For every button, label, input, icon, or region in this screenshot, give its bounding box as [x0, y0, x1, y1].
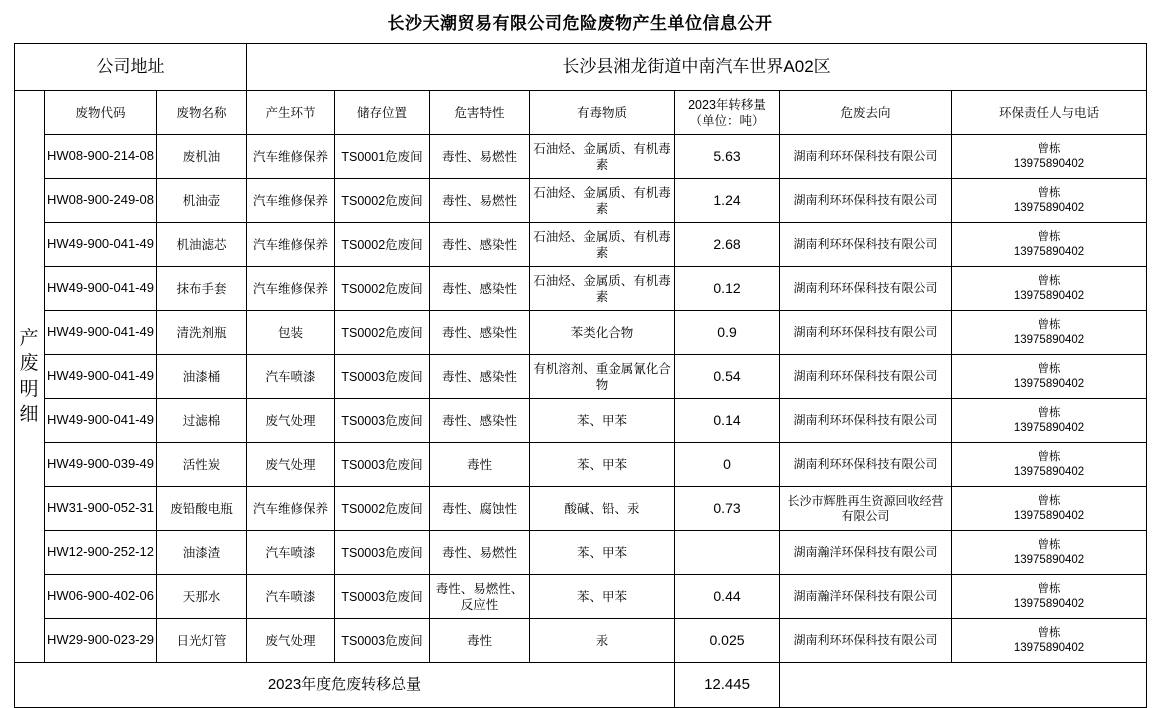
cell-person-name: 曾栋 — [1037, 494, 1061, 507]
cell-amount: 0.025 — [675, 619, 780, 663]
cell-person-phone: 13975890402 — [1013, 421, 1085, 434]
cell-storage: TS0003危废间 — [335, 443, 430, 487]
waste-disclosure-table — [14, 43, 1147, 708]
cell-storage: TS0003危废间 — [335, 575, 430, 619]
cell-hazard: 毒性、腐蚀性 — [430, 487, 530, 531]
cell-person-phone: 13975890402 — [1013, 465, 1085, 478]
cell-person-phone: 13975890402 — [1013, 245, 1085, 258]
cell-name: 清洗剂瓶 — [157, 311, 247, 355]
cell-toxic: 苯、甲苯 — [530, 531, 675, 575]
cell-destination: 长沙市辉胜再生资源回收经营有限公司 — [780, 487, 952, 531]
cell-code: HW49-900-039-49 — [45, 443, 157, 487]
cell-stage: 废气处理 — [247, 443, 335, 487]
cell-toxic: 酸碱、铅、汞 — [530, 487, 675, 531]
side-label-char-1: 产 — [19, 328, 40, 350]
column-header-hazard: 危害特性 — [430, 91, 530, 135]
cell-stage: 包装 — [247, 311, 335, 355]
cell-person — [952, 311, 1147, 355]
cell-code: HW31-900-052-31 — [45, 487, 157, 531]
cell-person — [952, 443, 1147, 487]
cell-stage: 汽车喷漆 — [247, 531, 335, 575]
cell-person-phone: 13975890402 — [1013, 333, 1085, 346]
cell-hazard: 毒性、感染性 — [430, 311, 530, 355]
cell-stage: 汽车维修保养 — [247, 267, 335, 311]
table-header-row — [15, 91, 1147, 135]
cell-person-name: 曾栋 — [1037, 318, 1061, 331]
cell-person-name: 曾栋 — [1037, 582, 1061, 595]
cell-code: HW49-900-041-49 — [45, 399, 157, 443]
table-row — [15, 531, 1147, 575]
cell-person-phone: 13975890402 — [1013, 597, 1085, 610]
table-row — [15, 179, 1147, 223]
cell-amount: 0.44 — [675, 575, 780, 619]
cell-stage: 汽车维修保养 — [247, 487, 335, 531]
cell-hazard: 毒性、感染性 — [430, 223, 530, 267]
cell-person-phone: 13975890402 — [1013, 201, 1085, 214]
cell-amount: 0.14 — [675, 399, 780, 443]
cell-person-name: 曾栋 — [1037, 230, 1061, 243]
cell-storage: TS0003危废间 — [335, 399, 430, 443]
cell-stage: 废气处理 — [247, 399, 335, 443]
cell-amount: 0.12 — [675, 267, 780, 311]
cell-person — [952, 223, 1147, 267]
table-row — [15, 443, 1147, 487]
column-header-stage: 产生环节 — [247, 91, 335, 135]
cell-amount: 0.73 — [675, 487, 780, 531]
table-row — [15, 575, 1147, 619]
cell-person-phone: 13975890402 — [1013, 289, 1085, 302]
cell-code: HW49-900-041-49 — [45, 223, 157, 267]
side-label-char-2: 废 — [19, 353, 40, 375]
cell-person — [952, 575, 1147, 619]
address-label: 公司地址 — [15, 44, 247, 91]
cell-name: 日光灯管 — [157, 619, 247, 663]
cell-hazard: 毒性、易燃性 — [430, 531, 530, 575]
cell-storage: TS0002危废间 — [335, 487, 430, 531]
cell-destination: 湖南利环环保科技有限公司 — [780, 443, 952, 487]
cell-amount: 1.24 — [675, 179, 780, 223]
cell-person — [952, 355, 1147, 399]
cell-storage: TS0002危废间 — [335, 223, 430, 267]
column-header-destination: 危废去向 — [780, 91, 952, 135]
cell-stage: 汽车喷漆 — [247, 575, 335, 619]
total-value: 12.445 — [675, 663, 780, 708]
cell-storage: TS0002危废间 — [335, 267, 430, 311]
cell-name: 过滤棉 — [157, 399, 247, 443]
total-row — [15, 663, 1147, 708]
cell-amount: 0.54 — [675, 355, 780, 399]
cell-code: HW29-900-023-29 — [45, 619, 157, 663]
column-header-name: 废物名称 — [157, 91, 247, 135]
cell-person-phone: 13975890402 — [1013, 157, 1085, 170]
column-header-amount-line2: （单位：吨） — [689, 113, 765, 128]
cell-person-name: 曾栋 — [1037, 142, 1061, 155]
cell-storage: TS0002危废间 — [335, 311, 430, 355]
cell-person-name: 曾栋 — [1037, 274, 1061, 287]
cell-hazard: 毒性、易燃性 — [430, 135, 530, 179]
cell-storage: TS0003危废间 — [335, 355, 430, 399]
cell-amount: 2.68 — [675, 223, 780, 267]
column-header-amount-line1: 2023年转移量 — [688, 97, 766, 112]
cell-name: 油漆桶 — [157, 355, 247, 399]
cell-hazard: 毒性 — [430, 619, 530, 663]
cell-name: 油漆渣 — [157, 531, 247, 575]
cell-hazard: 毒性、感染性 — [430, 355, 530, 399]
cell-destination: 湖南瀚洋环保科技有限公司 — [780, 531, 952, 575]
table-row — [15, 399, 1147, 443]
column-header-person: 环保责任人与电话 — [952, 91, 1147, 135]
cell-person-name: 曾栋 — [1037, 406, 1061, 419]
cell-person — [952, 619, 1147, 663]
cell-person-name: 曾栋 — [1037, 186, 1061, 199]
cell-person-name: 曾栋 — [1037, 538, 1061, 551]
cell-hazard: 毒性 — [430, 443, 530, 487]
cell-person — [952, 399, 1147, 443]
cell-person-name: 曾栋 — [1037, 626, 1061, 639]
address-row — [15, 44, 1147, 91]
cell-code: HW49-900-041-49 — [45, 311, 157, 355]
cell-destination: 湖南利环环保科技有限公司 — [780, 619, 952, 663]
table-row — [15, 355, 1147, 399]
cell-destination: 湖南利环环保科技有限公司 — [780, 179, 952, 223]
cell-person-phone: 13975890402 — [1013, 509, 1085, 522]
side-label — [15, 91, 45, 663]
cell-destination: 湖南瀚洋环保科技有限公司 — [780, 575, 952, 619]
cell-name: 机油壶 — [157, 179, 247, 223]
cell-name: 机油滤芯 — [157, 223, 247, 267]
cell-person-phone: 13975890402 — [1013, 377, 1085, 390]
side-label-char-3: 明 — [19, 378, 40, 400]
cell-destination: 湖南利环环保科技有限公司 — [780, 223, 952, 267]
total-label: 2023年度危废转移总量 — [15, 663, 675, 708]
cell-person-phone: 13975890402 — [1013, 553, 1085, 566]
cell-amount: 0.9 — [675, 311, 780, 355]
column-header-code: 废物代码 — [45, 91, 157, 135]
column-header-toxic: 有毒物质 — [530, 91, 675, 135]
cell-person — [952, 179, 1147, 223]
page-title: 长沙天潮贸易有限公司危险废物产生单位信息公开 — [387, 14, 773, 33]
cell-hazard: 毒性、易燃性、反应性 — [430, 575, 530, 619]
cell-person — [952, 487, 1147, 531]
cell-amount — [675, 531, 780, 575]
cell-name: 废机油 — [157, 135, 247, 179]
cell-destination: 湖南利环环保科技有限公司 — [780, 267, 952, 311]
cell-person — [952, 135, 1147, 179]
column-header-amount — [675, 91, 780, 135]
cell-name: 天那水 — [157, 575, 247, 619]
cell-toxic: 苯、甲苯 — [530, 575, 675, 619]
cell-stage: 废气处理 — [247, 619, 335, 663]
cell-hazard: 毒性、感染性 — [430, 399, 530, 443]
cell-toxic: 苯、甲苯 — [530, 443, 675, 487]
cell-storage: TS0001危废间 — [335, 135, 430, 179]
cell-destination: 湖南利环环保科技有限公司 — [780, 135, 952, 179]
cell-storage: TS0003危废间 — [335, 531, 430, 575]
cell-code: HW49-900-041-49 — [45, 267, 157, 311]
cell-storage: TS0003危废间 — [335, 619, 430, 663]
cell-toxic: 苯、甲苯 — [530, 399, 675, 443]
address-value: 长沙县湘龙街道中南汽车世界A02区 — [247, 44, 1147, 91]
table-row — [15, 487, 1147, 531]
cell-person-name: 曾栋 — [1037, 362, 1061, 375]
cell-toxic: 石油烃、金属质、有机毒素 — [530, 135, 675, 179]
cell-code: HW08-900-249-08 — [45, 179, 157, 223]
cell-destination: 湖南利环环保科技有限公司 — [780, 355, 952, 399]
cell-person — [952, 531, 1147, 575]
cell-toxic: 石油烃、金属质、有机毒素 — [530, 179, 675, 223]
cell-person-phone: 13975890402 — [1013, 641, 1085, 654]
cell-hazard: 毒性、感染性 — [430, 267, 530, 311]
cell-destination: 湖南利环环保科技有限公司 — [780, 311, 952, 355]
cell-toxic: 石油烃、金属质、有机毒素 — [530, 267, 675, 311]
cell-code: HW12-900-252-12 — [45, 531, 157, 575]
cell-name: 抹布手套 — [157, 267, 247, 311]
cell-toxic: 汞 — [530, 619, 675, 663]
side-label-char-4: 细 — [19, 403, 40, 425]
cell-person-name: 曾栋 — [1037, 450, 1061, 463]
cell-storage: TS0002危废间 — [335, 179, 430, 223]
cell-code: HW49-900-041-49 — [45, 355, 157, 399]
table-row — [15, 135, 1147, 179]
cell-stage: 汽车维修保养 — [247, 135, 335, 179]
cell-toxic: 石油烃、金属质、有机毒素 — [530, 223, 675, 267]
cell-amount: 5.63 — [675, 135, 780, 179]
table-row — [15, 267, 1147, 311]
cell-amount: 0 — [675, 443, 780, 487]
cell-destination: 湖南利环环保科技有限公司 — [780, 399, 952, 443]
table-row — [15, 619, 1147, 663]
cell-person — [952, 267, 1147, 311]
table-row — [15, 223, 1147, 267]
cell-name: 活性炭 — [157, 443, 247, 487]
cell-code: HW06-900-402-06 — [45, 575, 157, 619]
cell-stage: 汽车维修保养 — [247, 179, 335, 223]
column-header-storage: 储存位置 — [335, 91, 430, 135]
cell-toxic: 苯类化合物 — [530, 311, 675, 355]
cell-code: HW08-900-214-08 — [45, 135, 157, 179]
cell-toxic: 有机溶剂、重金属氰化合物 — [530, 355, 675, 399]
table-row — [15, 311, 1147, 355]
cell-hazard: 毒性、易燃性 — [430, 179, 530, 223]
cell-name: 废铅酸电瓶 — [157, 487, 247, 531]
cell-stage: 汽车维修保养 — [247, 223, 335, 267]
cell-stage: 汽车喷漆 — [247, 355, 335, 399]
total-empty-cell — [780, 663, 1147, 708]
